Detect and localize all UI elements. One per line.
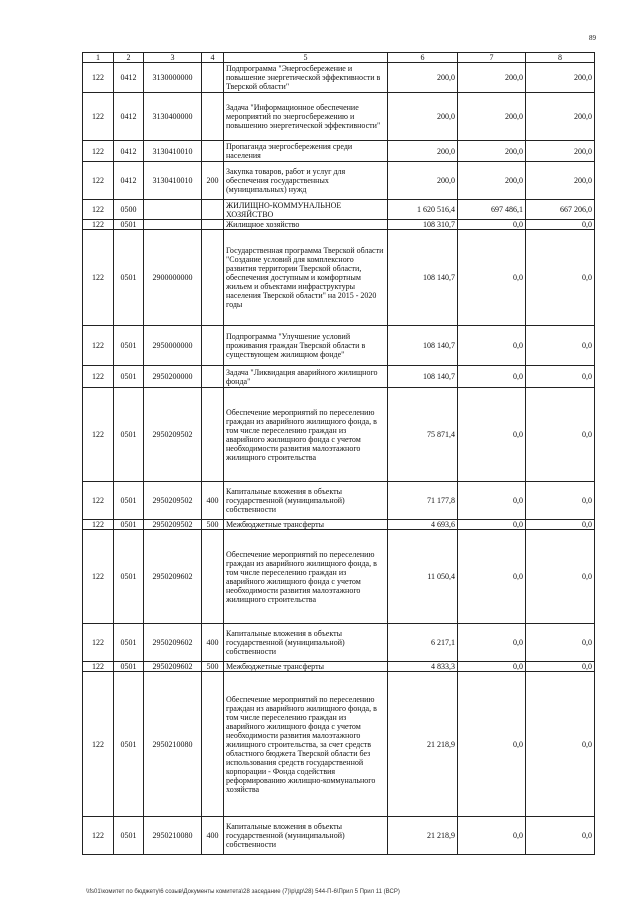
amount-year2-cell: 0,0 (458, 326, 526, 366)
column-header: 7 (458, 53, 526, 63)
amount-year2-cell: 200,0 (458, 141, 526, 162)
amount-year3-cell: 200,0 (526, 162, 595, 200)
target-article-cell (144, 200, 202, 220)
amount-year3-cell: 0,0 (526, 672, 595, 817)
table-row (83, 93, 595, 141)
amount-year1-cell: 1 620 516,4 (388, 200, 458, 220)
target-article-cell: 2950209502 (144, 388, 202, 482)
table-row (83, 366, 595, 388)
table-row (83, 141, 595, 162)
column-header: 8 (526, 53, 595, 63)
expense-type-cell (202, 672, 224, 817)
target-article-cell: 3130410010 (144, 162, 202, 200)
budget-table (82, 52, 595, 855)
amount-year1-cell: 200,0 (388, 162, 458, 200)
table-row (83, 662, 595, 672)
table-row (83, 220, 595, 230)
amount-year1-cell: 71 177,8 (388, 482, 458, 520)
target-article-cell: 2950000000 (144, 326, 202, 366)
amount-year3-cell: 0,0 (526, 482, 595, 520)
amount-year1-cell: 108 310,7 (388, 220, 458, 230)
item-name-cell: ЖИЛИЩНО-КОММУНАЛЬНОЕ ХОЗЯЙСТВО (224, 200, 388, 220)
target-article-cell: 2950209602 (144, 530, 202, 624)
admin-code-cell: 122 (83, 662, 114, 672)
section-code-cell: 0412 (114, 93, 144, 141)
item-name-cell: Задача "Информационное обеспечение мероприятий по энергосбережению и повышению энергетической эффективности" (224, 93, 388, 141)
section-code-cell: 0501 (114, 482, 144, 520)
table-row (83, 162, 595, 200)
amount-year3-cell: 0,0 (526, 662, 595, 672)
file-path-footer: \\fs01\комитет по бюджету\6 созыв\Документы комитета\28 заседание (7)\р\др\28) 544-П-6\Прил 5 Прил 11 (ВСР) (86, 889, 400, 895)
amount-year2-cell: 200,0 (458, 63, 526, 93)
item-name-cell: Подпрограмма "Энергосбережение и повышение энергетической эффективности в Тверской области" (224, 63, 388, 93)
amount-year1-cell: 21 218,9 (388, 672, 458, 817)
target-article-cell: 2950209602 (144, 662, 202, 672)
column-header: 3 (144, 53, 202, 63)
admin-code-cell: 122 (83, 624, 114, 662)
expense-type-cell (202, 200, 224, 220)
amount-year2-cell: 0,0 (458, 220, 526, 230)
amount-year2-cell: 0,0 (458, 624, 526, 662)
target-article-cell: 3130400000 (144, 93, 202, 141)
section-code-cell: 0501 (114, 366, 144, 388)
amount-year1-cell: 200,0 (388, 141, 458, 162)
table-header-row (83, 53, 595, 63)
item-name-cell: Жилищное хозяйство (224, 220, 388, 230)
column-header: 4 (202, 53, 224, 63)
item-name-cell: Пропаганда энергосбережения среди населения (224, 141, 388, 162)
target-article-cell: 2950209502 (144, 482, 202, 520)
amount-year1-cell: 200,0 (388, 63, 458, 93)
amount-year3-cell: 0,0 (526, 624, 595, 662)
amount-year2-cell: 200,0 (458, 93, 526, 141)
target-article-cell: 2950209602 (144, 624, 202, 662)
expense-type-cell: 200 (202, 162, 224, 200)
item-name-cell: Задача "Ликвидация аварийного жилищного фонда" (224, 366, 388, 388)
admin-code-cell: 122 (83, 388, 114, 482)
admin-code-cell: 122 (83, 672, 114, 817)
section-code-cell: 0501 (114, 530, 144, 624)
amount-year2-cell: 200,0 (458, 162, 526, 200)
amount-year3-cell: 667 206,0 (526, 200, 595, 220)
admin-code-cell: 122 (83, 230, 114, 326)
amount-year3-cell: 200,0 (526, 141, 595, 162)
expense-type-cell: 400 (202, 817, 224, 855)
column-header: 5 (224, 53, 388, 63)
section-code-cell: 0501 (114, 662, 144, 672)
table-row (83, 200, 595, 220)
item-name-cell: Обеспечение мероприятий по переселению граждан из аварийного жилищного фонда, в том числе переселению граждан из аварийного жилищного фонда с учетом необходимости развития малоэтажного жилищного строительства, за счет средств областного бюджета Тверской области без использования средств государственной корпорации - Фонда содействия реформированию жилищно-коммунального хозяйства (224, 672, 388, 817)
section-code-cell: 0500 (114, 200, 144, 220)
section-code-cell: 0501 (114, 230, 144, 326)
table-row (83, 388, 595, 482)
expense-type-cell (202, 93, 224, 141)
amount-year2-cell: 0,0 (458, 530, 526, 624)
amount-year3-cell: 0,0 (526, 520, 595, 530)
amount-year2-cell: 0,0 (458, 662, 526, 672)
page-number: 89 (589, 34, 596, 42)
amount-year3-cell: 0,0 (526, 326, 595, 366)
item-name-cell: Закупка товаров, работ и услуг для обеспечения государственных (муниципальных) нужд (224, 162, 388, 200)
amount-year1-cell: 11 050,4 (388, 530, 458, 624)
target-article-cell: 2900000000 (144, 230, 202, 326)
amount-year1-cell: 4 693,6 (388, 520, 458, 530)
item-name-cell: Обеспечение мероприятий по переселению граждан из аварийного жилищного фонда, в том числе переселению граждан из аварийного жилищного фонда с учетом необходимости развития малоэтажного жилищного строительства (224, 388, 388, 482)
expense-type-cell (202, 141, 224, 162)
expense-type-cell: 400 (202, 624, 224, 662)
admin-code-cell: 122 (83, 220, 114, 230)
section-code-cell: 0412 (114, 162, 144, 200)
item-name-cell: Государственная программа Тверской области "Создание условий для комплексного развития территории Тверской области, обеспечения доступным и комфортным жильем и объектами инфраструктуры населения Тверской области" на 2015 - 2020 годы (224, 230, 388, 326)
amount-year1-cell: 21 218,9 (388, 817, 458, 855)
amount-year2-cell: 0,0 (458, 817, 526, 855)
section-code-cell: 0501 (114, 388, 144, 482)
admin-code-cell: 122 (83, 482, 114, 520)
item-name-cell: Капитальные вложения в объекты государственной (муниципальной) собственности (224, 817, 388, 855)
admin-code-cell: 122 (83, 530, 114, 624)
expense-type-cell: 500 (202, 662, 224, 672)
target-article-cell: 3130410010 (144, 141, 202, 162)
amount-year2-cell: 697 486,1 (458, 200, 526, 220)
admin-code-cell: 122 (83, 141, 114, 162)
target-article-cell: 2950209502 (144, 520, 202, 530)
admin-code-cell: 122 (83, 162, 114, 200)
amount-year1-cell: 200,0 (388, 93, 458, 141)
section-code-cell: 0501 (114, 220, 144, 230)
expense-type-cell: 400 (202, 482, 224, 520)
amount-year3-cell: 200,0 (526, 93, 595, 141)
table-row (83, 817, 595, 855)
target-article-cell: 2950210080 (144, 817, 202, 855)
target-article-cell: 3130000000 (144, 63, 202, 93)
target-article-cell: 2950210080 (144, 672, 202, 817)
expense-type-cell (202, 366, 224, 388)
column-header: 1 (83, 53, 114, 63)
amount-year2-cell: 0,0 (458, 230, 526, 326)
section-code-cell: 0501 (114, 817, 144, 855)
amount-year1-cell: 108 140,7 (388, 366, 458, 388)
table-row (83, 482, 595, 520)
expense-type-cell: 500 (202, 520, 224, 530)
item-name-cell: Межбюджетные трансферты (224, 520, 388, 530)
item-name-cell: Капитальные вложения в объекты государственной (муниципальной) собственности (224, 482, 388, 520)
amount-year3-cell: 200,0 (526, 63, 595, 93)
table-row (83, 624, 595, 662)
amount-year3-cell: 0,0 (526, 230, 595, 326)
section-code-cell: 0501 (114, 326, 144, 366)
section-code-cell: 0412 (114, 63, 144, 93)
expense-type-cell (202, 63, 224, 93)
expense-type-cell (202, 388, 224, 482)
amount-year2-cell: 0,0 (458, 388, 526, 482)
item-name-cell: Капитальные вложения в объекты государственной (муниципальной) собственности (224, 624, 388, 662)
admin-code-cell: 122 (83, 817, 114, 855)
expense-type-cell (202, 220, 224, 230)
table-row (83, 530, 595, 624)
amount-year2-cell: 0,0 (458, 520, 526, 530)
admin-code-cell: 122 (83, 93, 114, 141)
table-row (83, 230, 595, 326)
amount-year1-cell: 108 140,7 (388, 326, 458, 366)
target-article-cell: 2950200000 (144, 366, 202, 388)
amount-year3-cell: 0,0 (526, 366, 595, 388)
amount-year2-cell: 0,0 (458, 482, 526, 520)
amount-year3-cell: 0,0 (526, 220, 595, 230)
admin-code-cell: 122 (83, 366, 114, 388)
section-code-cell: 0501 (114, 520, 144, 530)
table-row (83, 63, 595, 93)
admin-code-cell: 122 (83, 326, 114, 366)
amount-year3-cell: 0,0 (526, 817, 595, 855)
amount-year3-cell: 0,0 (526, 530, 595, 624)
table-row (83, 672, 595, 817)
admin-code-cell: 122 (83, 63, 114, 93)
table-row (83, 326, 595, 366)
target-article-cell (144, 220, 202, 230)
item-name-cell: Подпрограмма "Улучшение условий проживания граждан Тверской области в существующем жилищном фонде" (224, 326, 388, 366)
amount-year1-cell: 108 140,7 (388, 230, 458, 326)
table-row (83, 520, 595, 530)
amount-year2-cell: 0,0 (458, 366, 526, 388)
column-header: 2 (114, 53, 144, 63)
amount-year1-cell: 75 871,4 (388, 388, 458, 482)
section-code-cell: 0412 (114, 141, 144, 162)
section-code-cell: 0501 (114, 672, 144, 817)
admin-code-cell: 122 (83, 200, 114, 220)
expense-type-cell (202, 326, 224, 366)
amount-year2-cell: 0,0 (458, 672, 526, 817)
expense-type-cell (202, 530, 224, 624)
section-code-cell: 0501 (114, 624, 144, 662)
column-header: 6 (388, 53, 458, 63)
expense-type-cell (202, 230, 224, 326)
amount-year1-cell: 6 217,1 (388, 624, 458, 662)
item-name-cell: Межбюджетные трансферты (224, 662, 388, 672)
item-name-cell: Обеспечение мероприятий по переселению граждан из аварийного жилищного фонда, в том числе переселению граждан из аварийного жилищного фонда с учетом необходимости развития малоэтажного жилищного строительства (224, 530, 388, 624)
amount-year1-cell: 4 833,3 (388, 662, 458, 672)
amount-year3-cell: 0,0 (526, 388, 595, 482)
admin-code-cell: 122 (83, 520, 114, 530)
